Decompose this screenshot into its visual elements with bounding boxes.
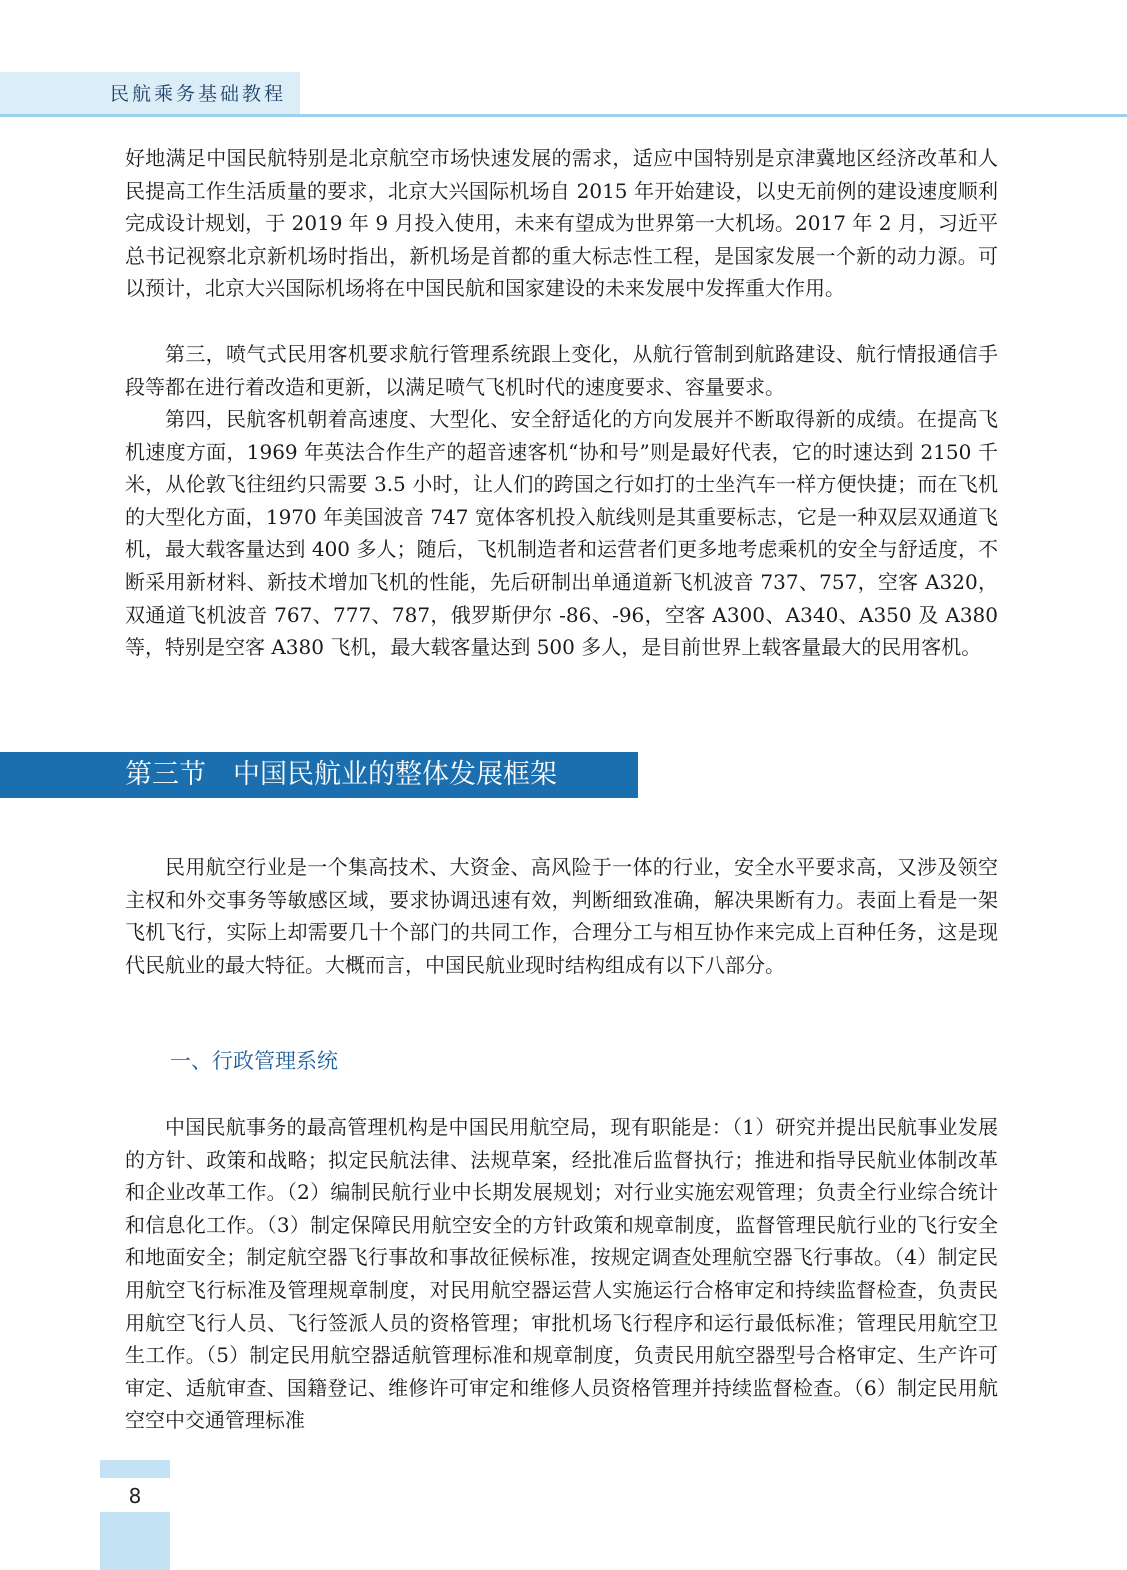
header-rule [0,114,1127,117]
subsection-heading: 一、行政管理系统 [170,1049,338,1073]
body-paragraph-1: 好地满足中国民航特别是北京航空市场快速发展的需求，适应中国特别是京津冀地区经济改革和人民提高工作生活质量的要求，北京大兴国际机场自 2015 年开始建设，以史无前例的建设速度顺利完成设计规划，于 2019 年 9 月投入使用，未来有望成为世界第一大机场。2017 年 2 月，习近平总书记视察北京新机场时指出，新机场是首都的重大标志性工程，是国家发展一个新的动力源。可以预计，北京大兴国际机场将在中国民航和国家建设的未来发展中发挥重大作用。 [125,146,998,301]
page-number: 8 [128,1484,142,1508]
body-paragraph-3: 第四，民航客机朝着高速度、大型化、安全舒适化的方向发展并不断取得新的成绩。在提高飞机速度方面，1969 年英法合作生产的超音速客机“协和号”则是最好代表，它的时速达到 2150 千米，从伦敦飞往纽约只需要 3.5 小时，让人们的跨国之行如打的士坐汽车一样方便快捷；而在飞机的大型化方面，1970 年美国波音 747 宽体客机投入航线则是其重要标志，它是一种双层双通道飞机，最大载客量达到 400 多人；随后，飞机制造者和运营者们更多地考虑乘机的安全与舒适度，不断采用新材料、新技术增加飞机的性能，先后研制出单通道新飞机波音 737、757，空客 A320，双通道飞机波音 767、777、787，俄罗斯伊尔 -86、-96，空客 A300、A340、A350 及 A380 等，特别是空客 A380 飞机，最大载客量达到 500 多人，是目前世界上载客量最大的民用客机。 [125,407,998,660]
subsection-paragraph: 中国民航事务的最高管理机构是中国民用航空局，现有职能是：（1）研究并提出民航事业发展的方针、政策和战略；拟定民航法律、法规草案，经批准后监督执行；推进和指导民航业体制改革和企业改革工作。（2）编制民航行业中长期发展规划；对行业实施宏观管理；负责全行业综合统计和信息化工作。（3）制定保障民用航空安全的方针政策和规章制度，监督管理民航行业的飞行安全和地面安全；制定航空器飞行事故和事故征候标准，按规定调查处理航空器飞行事故。（4）制定民用航空飞行标准及管理规章制度，对民用航空器运营人实施运行合格审定和持续监督检查，负责民用航空飞行人员、飞行签派人员的资格管理；审批机场飞行程序和运行最低标准；管理民用航空卫生工作。（5）制定民用航空器适航管理标准和规章制度，负责民用航空器型号合格审定、生产许可审定、适航审查、国籍登记、维修许可审定和维修人员资格管理并持续监督检查。（6）制定民用航空空中交通管理标准 [125,1115,998,1433]
section-intro-paragraph: 民用航空行业是一个集高技术、大资金、高风险于一体的行业，安全水平要求高，又涉及领空主权和外交事务等敏感区域，要求协调迅速有效，判断细致准确，解决果断有力。表面上看是一架飞机飞行，实际上却需要几十个部门的共同工作，合理分工与相互协作来完成上百种任务，这是现代民航业的最大特征。大概而言，中国民航业现时结构组成有以下八部分。 [125,855,998,977]
running-header-title: 民航乘务基础教程 [110,83,287,105]
footer-band-bottom [100,1512,170,1570]
footer-band-top [100,1460,170,1478]
body-paragraph-2: 第三，喷气式民用客机要求航行管理系统跟上变化，从航行管制到航路建设、航行情报通信手段等都在进行着改造和更新，以满足喷气飞机时代的速度要求、容量要求。 [125,342,998,399]
section-heading: 第三节 中国民航业的整体发展框架 [125,759,557,790]
